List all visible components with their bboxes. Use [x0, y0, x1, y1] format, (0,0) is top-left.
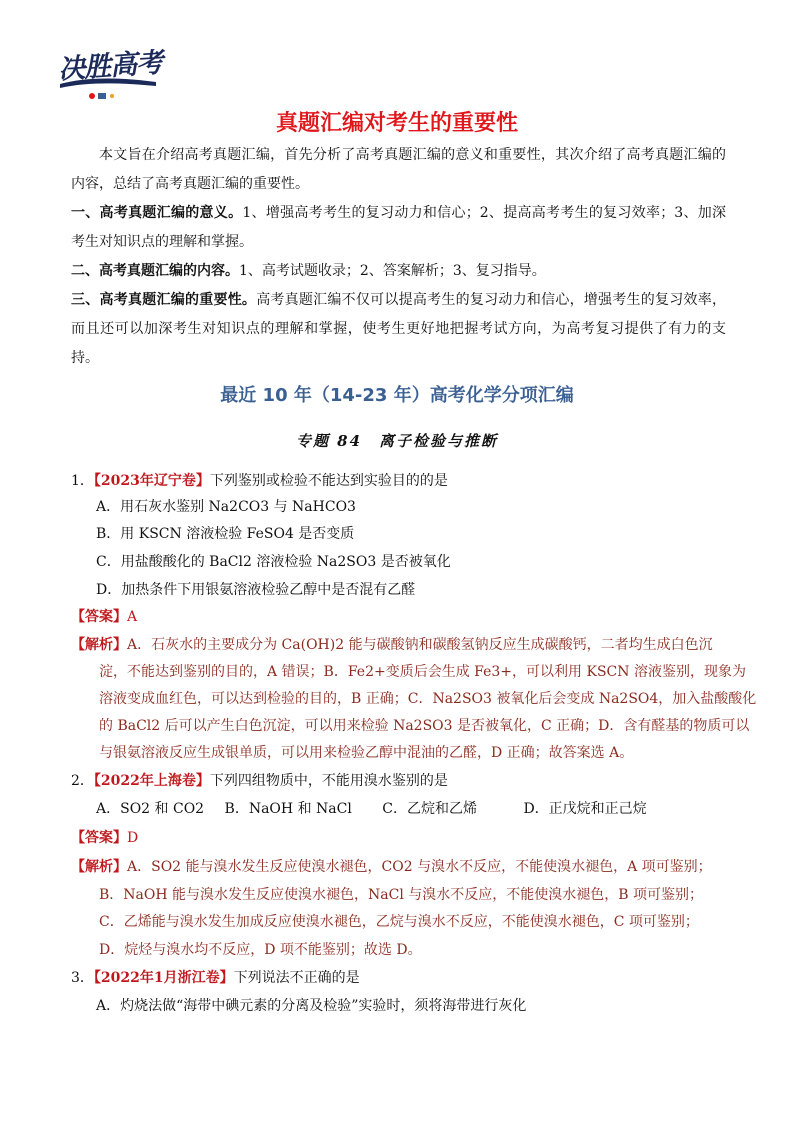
question-1-analysis-line-3: 溶液变成血红色，可以达到检验的目的，B 正确；C．Na2SO3 被氧化后会变成 Na2SO4，加入盐酸酸化	[99, 691, 757, 707]
question-1-analysis-line-2: 淀，不能达到鉴别的目的，A 错误；B．Fe2+变质后会生成 Fe3+，可以利用 KSCN 溶液鉴别，现象为	[99, 664, 746, 680]
analysis-label: 【解析】	[71, 637, 127, 653]
answer-label: 【答案】	[71, 830, 127, 846]
question-2-num: 2．	[71, 773, 94, 789]
question-3-source: 【2022年1月浙江卷】	[93, 970, 234, 986]
section-1-label: 一、高考真题汇编的意义。	[71, 205, 243, 221]
question-2-stem	[71, 768, 731, 794]
section-2-label: 二、高考真题汇编的内容。	[71, 263, 239, 279]
section-3-text: 高考真题汇编不仅可以提高考生的复习动力和信心，增强考生的复习效率，而且还可以加深考生对知识点的理解和掌握，使考生更好地把握考试方向，为高考复习提供了有力的支持。	[71, 292, 727, 366]
section-1-text: 1、增强高考考生的复习动力和信心；2、提高高考考生的复习效率；3、加深考生对知识点的理解和掌握。	[71, 205, 726, 250]
question-3-text: 下列说法不正确的是	[233, 970, 360, 986]
analysis-label: 【解析】	[71, 859, 127, 875]
question-1-source: 【2023年辽宁卷】	[93, 473, 210, 489]
question-1-num: 1．	[71, 473, 94, 489]
question-2-text: 下列四组物质中，不能用溴水鉴别的是	[209, 773, 448, 789]
question-2-analysis-line-4: D．烷烃与溴水均不反应，D 项不能鉴别；故选 D。	[99, 942, 422, 958]
question-3-stem	[71, 965, 731, 991]
analysis-text: A．石灰水的主要成分为 Ca(OH)2 能与碳酸钠和碳酸氢钠反应生成碳酸钙，二者均生成白色沉	[127, 637, 713, 653]
question-1-option-b: B．用 KSCN 溶液检验 FeSO4 是否变质	[96, 526, 355, 542]
topic-title: 专题 84 离子检验与推断	[295, 432, 499, 450]
answer-label: 【答案】	[71, 609, 127, 625]
question-1-option-d: D．加热条件下用银氨溶液检验乙醇中是否混有乙醛	[96, 582, 416, 598]
section-3-label: 三、高考真题汇编的重要性。	[71, 292, 257, 308]
question-1-text: 下列鉴别或检验不能达到实验目的的是	[209, 473, 448, 489]
question-2-analysis-line-2: B．NaOH 能与溴水发生反应使溴水褪色，NaCl 与溴水不反应，不能使溴水褪色，B 项可鉴别；	[99, 887, 703, 903]
series-title: 最近 10 年（14-23 年）高考化学分项汇编	[220, 385, 574, 406]
question-2-option-c: C．乙烷和乙烯	[382, 801, 477, 817]
question-1-analysis-line-1	[71, 632, 731, 658]
question-2-option-b: B．NaOH 和 NaCl	[224, 801, 352, 817]
question-2-source: 【2022年上海卷】	[93, 773, 210, 789]
question-2-option-d: D．正戊烷和正己烷	[523, 801, 647, 817]
question-2-option-a: A．SO2 和 CO2	[96, 801, 205, 817]
question-1-stem	[71, 468, 731, 494]
question-1-analysis-line-4: 的 BaCl2 后可以产生白色沉淀，可以用来检验 Na2SO3 是否被氧化，C 正确；D．含有醛基的物质可以	[99, 718, 750, 734]
question-2-answer	[71, 825, 731, 851]
section-2	[71, 257, 726, 286]
question-2-options	[96, 796, 756, 822]
question-1-option-a: A．用石灰水鉴别 Na2CO3 与 NaHCO3	[96, 499, 356, 515]
question-1-analysis-line-5: 与银氨溶液反应生成银单质，可以用来检验乙醇中混油的乙醛，D 正确；故答案选 A。	[99, 745, 634, 761]
section-1	[71, 199, 726, 257]
question-1-answer-value: A	[127, 609, 138, 625]
page-title: 真题汇编对考生的重要性	[275, 111, 518, 136]
question-1-option-c: C．用盐酸酸化的 BaCl2 溶液检验 Na2SO3 是否被氧化	[96, 554, 451, 570]
question-1-answer	[71, 604, 731, 630]
question-2-analysis-line-3: C．乙烯能与溴水发生加成反应使溴水褪色，乙烷与溴水不反应，不能使溴水褪色，C 项可鉴别；	[99, 914, 699, 930]
analysis-text: A．SO2 能与溴水发生反应使溴水褪色，CO2 与溴水不反应，不能使溴水褪色，A 项可鉴别；	[127, 859, 712, 875]
question-3-num: 3．	[71, 970, 94, 986]
section-3	[71, 286, 726, 373]
question-3-option-a: A．灼烧法做“海带中碘元素的分离及检验”实验时，须将海带进行灰化	[96, 998, 527, 1014]
intro-paragraph: 本文旨在介绍高考真题汇编，首先分析了高考真题汇编的意义和重要性，其次介绍了高考真题汇编的内容，总结了高考真题汇编的重要性。	[71, 147, 726, 192]
question-2-answer-value: D	[127, 830, 139, 846]
section-2-text: 1、高考试题收录；2、答案解析；3、复习指导。	[239, 263, 546, 279]
logo-text: 决胜高考	[57, 47, 164, 86]
question-2-analysis-line-1	[71, 854, 731, 880]
